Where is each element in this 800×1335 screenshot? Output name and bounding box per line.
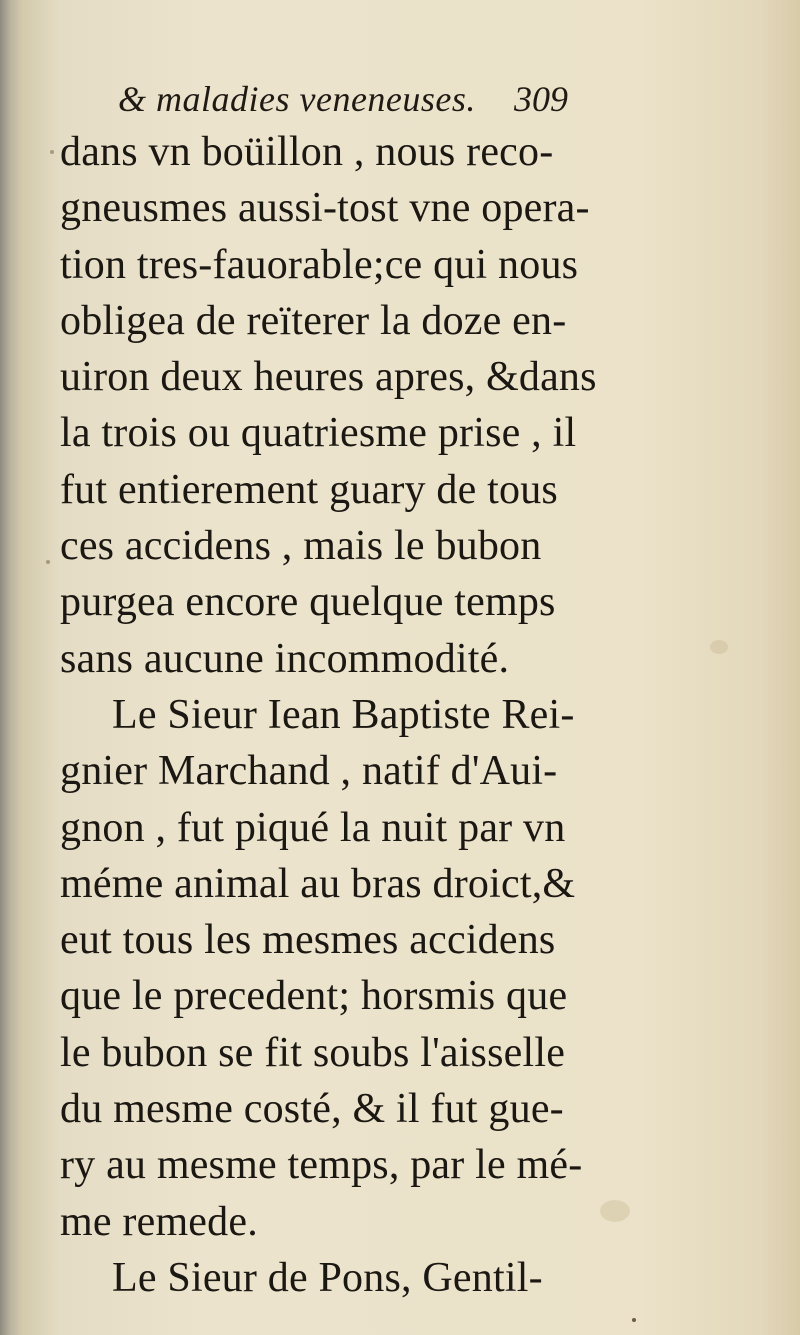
text-line: gnon , fut piqué la nuit par vn — [60, 804, 566, 851]
text-line: méme animal au bras droict,& — [60, 860, 576, 907]
text-line: le bubon se fit soubs l'aisselle — [60, 1029, 566, 1076]
text-line: sans aucune incommodité. — [60, 635, 510, 682]
text-line: purgea encore quelque temps — [60, 579, 556, 626]
text-line: eut tous les mesmes accidens — [60, 917, 556, 964]
body-text — [60, 124, 620, 1306]
page-number: 309 — [514, 79, 568, 119]
text-line: fut entierement guary de tous — [60, 466, 558, 513]
text-line: ry au mesme temps, par le mé- — [60, 1142, 583, 1189]
text-line: tion tres-fauorable;ce qui nous — [60, 241, 579, 288]
text-line: ces accidens , mais le bubon — [60, 523, 542, 570]
text-line: du mesme costé, & il fut gue- — [60, 1086, 564, 1133]
page-gutter-shadow — [0, 0, 22, 1335]
paper-stain — [710, 640, 728, 654]
ink-speck — [632, 1318, 636, 1322]
ink-speck — [46, 560, 50, 564]
text-line: uiron deux heures apres, &dans — [60, 354, 597, 401]
text-line: me remede. — [60, 1198, 258, 1245]
page-header — [108, 72, 608, 128]
text-line: obligea de reïterer la doze en- — [60, 297, 567, 344]
running-title: & maladies veneneuses. — [118, 79, 476, 119]
text-line: gneusmes aussi-tost vne opera- — [60, 185, 590, 232]
text-line: gnier Marchand , natif d'Aui- — [60, 748, 558, 795]
paragraph-start-line: Le Sieur de Pons, Gentil- — [112, 1254, 543, 1301]
paragraph-start-line: Le Sieur Iean Baptiste Rei- — [112, 691, 575, 738]
text-line: que le precedent; horsmis que — [60, 973, 568, 1020]
text-line: dans vn boüillon , nous reco- — [60, 129, 554, 175]
ink-speck — [50, 150, 54, 154]
text-line: la trois ou quatriesme prise , il — [60, 410, 577, 457]
